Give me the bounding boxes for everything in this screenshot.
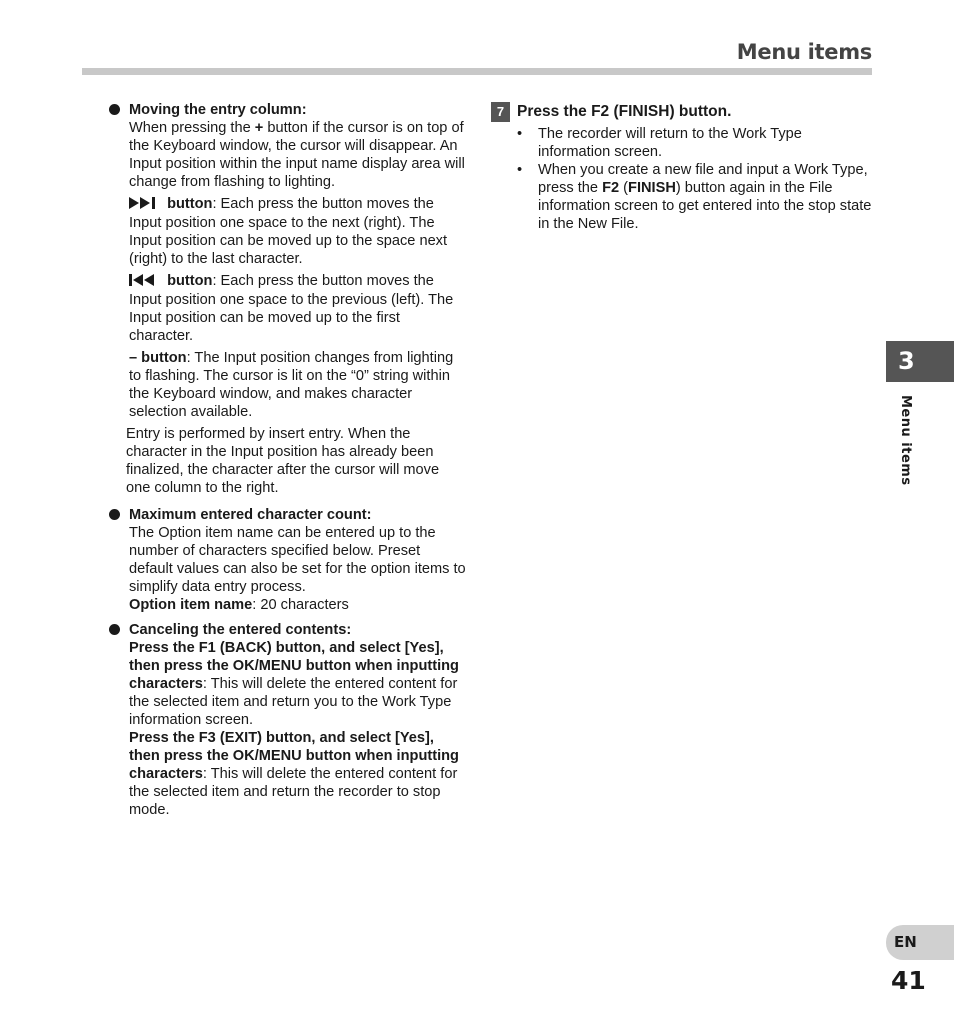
bullet-2-pre: When you create a new file and input a Work Type, press the xyxy=(538,162,868,196)
step-7 xyxy=(491,102,873,122)
chapter-tab: 3 xyxy=(886,341,954,382)
left-column xyxy=(107,101,467,819)
bullet-2-post: ) button again in the File information screen to get entered into the stop state in the New File. xyxy=(538,180,872,232)
page-header-title: Menu items xyxy=(736,40,872,64)
fast-forward-icon xyxy=(129,196,163,214)
header-rule xyxy=(82,68,872,75)
right-column xyxy=(491,102,873,233)
finish-label: FINISH xyxy=(628,180,676,196)
bullet-dot-icon xyxy=(109,509,120,520)
minus-label: – button xyxy=(129,350,187,366)
rew-paragraph xyxy=(129,272,467,345)
entry-note: Entry is performed by insert entry. When the character in the Input position has already been finalized, the character after the cursor will move one column to the right. xyxy=(126,426,440,496)
rew-text: : Each press the button moves the Input position one space to the previous (left). The Input position can be moved up to the first character. xyxy=(129,273,454,344)
cancel-f1-paragraph xyxy=(129,639,467,729)
list-item xyxy=(491,125,873,161)
bullet-maximum-count xyxy=(107,506,467,614)
option-item-value: : 20 characters xyxy=(252,597,349,613)
step-bullets xyxy=(491,125,873,233)
page-number: 41 xyxy=(891,966,926,995)
moving-intro xyxy=(129,119,467,191)
language-tab: EN xyxy=(886,925,954,960)
bullet-2-mid: ( xyxy=(619,180,629,196)
cancel-f1-bold: Press the F1 (BACK) button, and select [Yes], then press the OK/MENU button when inputting characters xyxy=(129,640,459,692)
rew-label: button xyxy=(167,273,213,289)
plus-label: + xyxy=(254,120,264,136)
option-item-label: Option item name xyxy=(129,597,253,613)
ff-text: : Each press the button moves the Input position one space to the next (right). The Input position can be moved up to the space next (right) to the last character. xyxy=(129,196,448,267)
bullet-canceling xyxy=(107,621,467,819)
cancel-f3-bold: Press the F3 (EXIT) button, and select [Yes], then press the OK/MENU button when inputting characters xyxy=(129,730,459,782)
bullet-dot-icon xyxy=(109,624,120,635)
cancel-f3-text: : This will delete the entered content for the selected item and return the recorder to stop mode. xyxy=(129,766,458,818)
cancel-f3-paragraph xyxy=(129,729,467,819)
ff-label: button xyxy=(167,196,213,212)
ff-paragraph xyxy=(129,195,467,268)
bullet-char: • xyxy=(517,162,523,178)
f2-label: F2 xyxy=(602,180,620,196)
canceling-title: Canceling the entered contents: xyxy=(129,622,352,638)
option-item-line xyxy=(129,596,467,614)
maximum-title: Maximum entered character count: xyxy=(129,507,372,523)
side-section-label: Menu items xyxy=(898,395,913,486)
step-number-badge: 7 xyxy=(491,102,510,122)
moving-intro-pre: When pressing the xyxy=(129,120,255,136)
list-item xyxy=(491,161,873,233)
step-title: Press the F2 (FINISH) button. xyxy=(517,103,732,120)
minus-paragraph xyxy=(129,349,467,421)
minus-text: : The Input position changes from lighting to flashing. The cursor is lit on the “0” string within the Keyboard window, and makes character selection available. xyxy=(129,350,454,420)
bullet-1-text: The recorder will return to the Work Type information screen. xyxy=(538,126,802,160)
bullet-dot-icon xyxy=(109,104,120,115)
moving-intro-post: button if the cursor is on top of the Keyboard window, the cursor will disappear. An Input position within the input name display area will change from flashing to lighting. xyxy=(129,120,465,190)
cancel-f1-text: : This will delete the entered content for the selected item and return you to the Work Type information screen. xyxy=(129,676,458,728)
bullet-moving-entry xyxy=(107,101,467,497)
bullet-char: • xyxy=(517,126,523,142)
moving-title: Moving the entry column: xyxy=(129,102,307,118)
maximum-text: The Option item name can be entered up to the number of characters specified below. Preset default values can also be set for the option items to simplify data entry process. xyxy=(129,525,466,595)
rewind-icon xyxy=(129,273,163,291)
